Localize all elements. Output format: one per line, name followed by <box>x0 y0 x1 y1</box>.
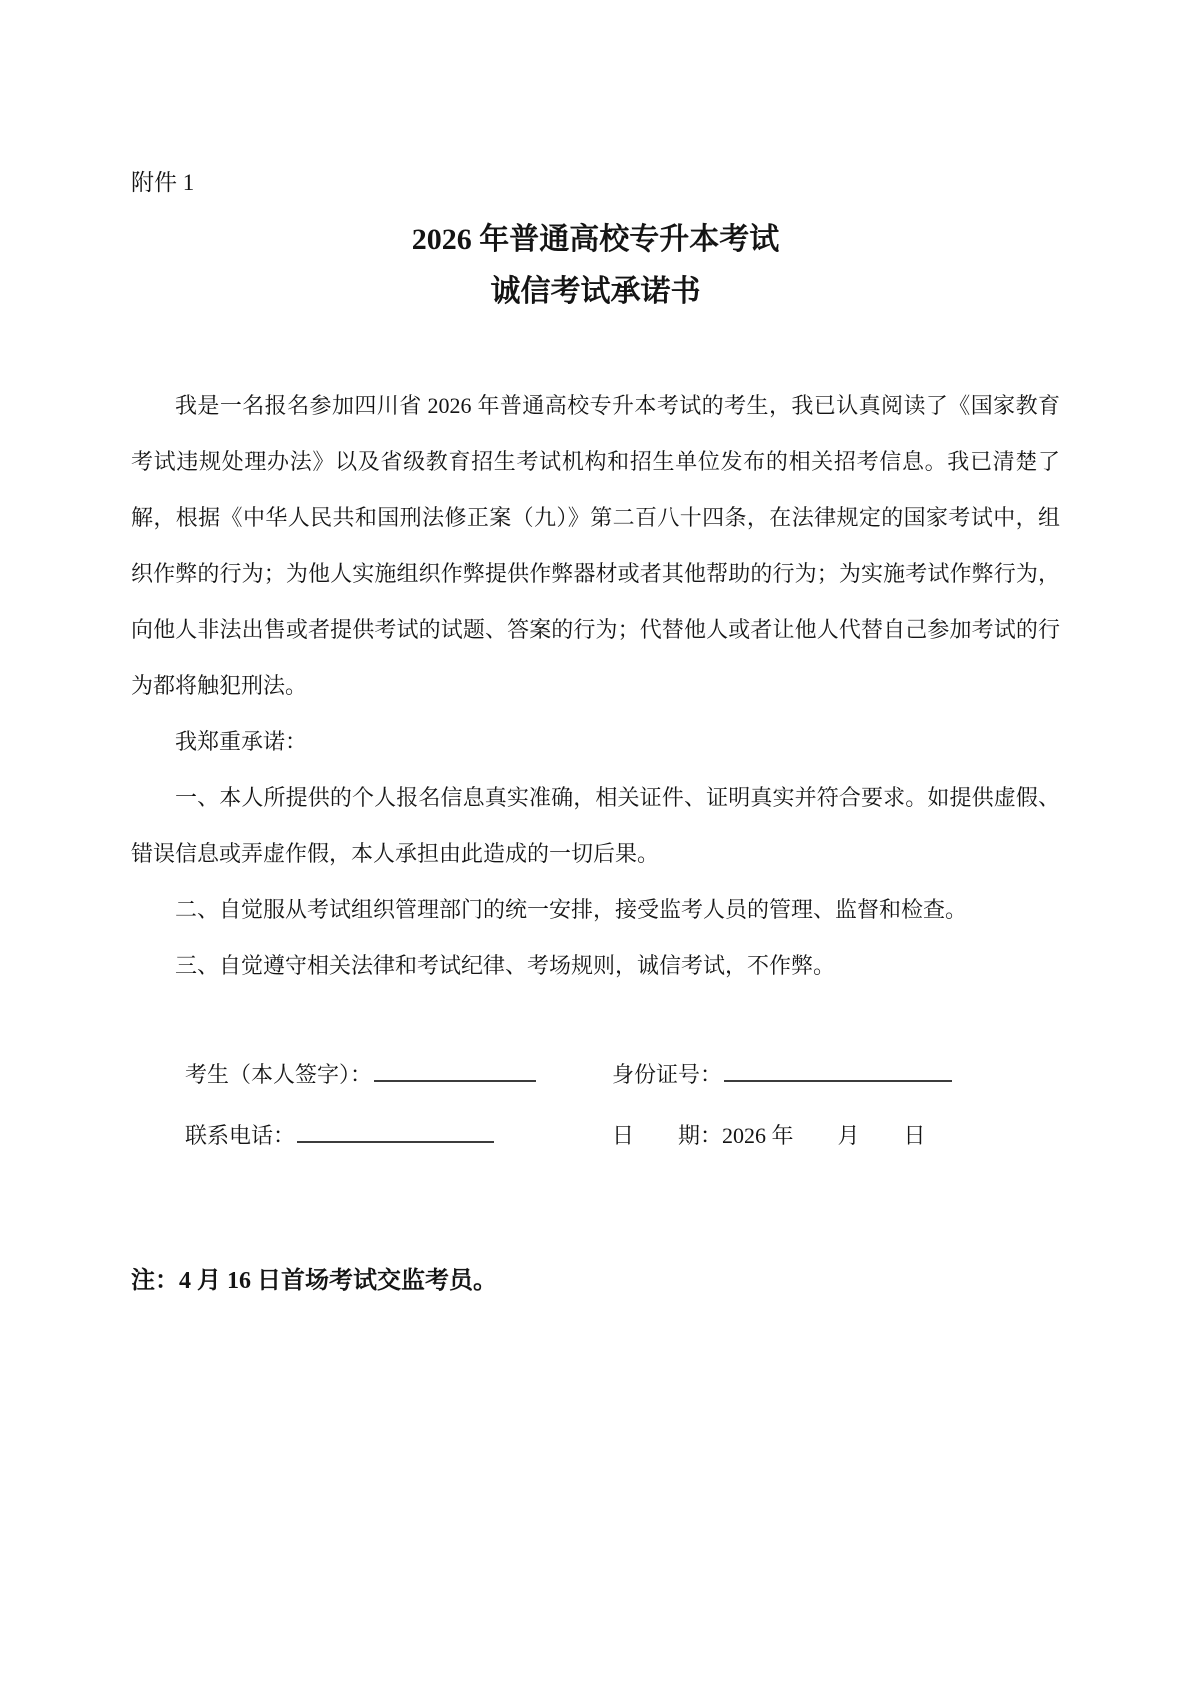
paragraph-item-1: 一、本人所提供的个人报名信息真实准确，相关证件、证明真实并符合要求。如提供虚假、错误信息或弄虚作假，本人承担由此造成的一切后果。 <box>131 785 1060 866</box>
paragraph-promise-heading: 我郑重承诺： <box>175 729 308 754</box>
paragraph-item-3: 三、自觉遵守相关法律和考试纪律、考场规则，诚信考试，不作弊。 <box>175 953 836 978</box>
signature-row-1 <box>131 1044 1060 1105</box>
paragraph-item-2: 二、自觉服从考试组织管理部门的统一安排，接受监考人员的管理、监督和检查。 <box>175 897 968 922</box>
examinee-signature-label: 考生（本人签字）： <box>185 1062 373 1087</box>
id-number-blank <box>724 1062 952 1082</box>
date-label: 日 期：2026 年 月 日 <box>612 1123 926 1148</box>
examinee-signature-blank <box>374 1062 536 1082</box>
document-body <box>131 378 1060 994</box>
id-number-field <box>612 1044 1060 1105</box>
date-field <box>612 1105 1060 1166</box>
document-title-line2: 诚信考试承诺书 <box>490 275 701 308</box>
signature-section <box>131 1044 1060 1166</box>
attachment-label: 附件 1 <box>131 170 195 195</box>
phone-blank <box>297 1123 494 1143</box>
paragraph-intro: 我是一名报名参加四川省 2026 年普通高校专升本考试的考生，我已认真阅读了《国家教育考试违规处理办法》以及省级教育招生考试机构和招生单位发布的相关招考信息。我已清楚了解，根据《中华人民共和国刑法修正案（九）》第二百八十四条，在法律规定的国家考试中，组织作弊的行为；为他人实施组织作弊提供作弊器材或者其他帮助的行为；为实施考试作弊行为，向他人非法出售或者提供考试的试题、答案的行为；代替他人或者让他人代替自己参加考试的行为都将触犯刑法。 <box>131 393 1060 698</box>
id-number-label: 身份证号： <box>612 1062 723 1087</box>
document-title <box>131 214 1060 318</box>
signature-row-2 <box>131 1105 1060 1166</box>
examinee-signature-field <box>131 1044 612 1105</box>
document-title-line1: 2026 年普通高校专升本考试 <box>411 223 780 256</box>
phone-field <box>131 1105 612 1166</box>
phone-label: 联系电话： <box>185 1123 296 1148</box>
foot-note: 注：4 月 16 日首场考试交监考员。 <box>131 1268 497 1294</box>
